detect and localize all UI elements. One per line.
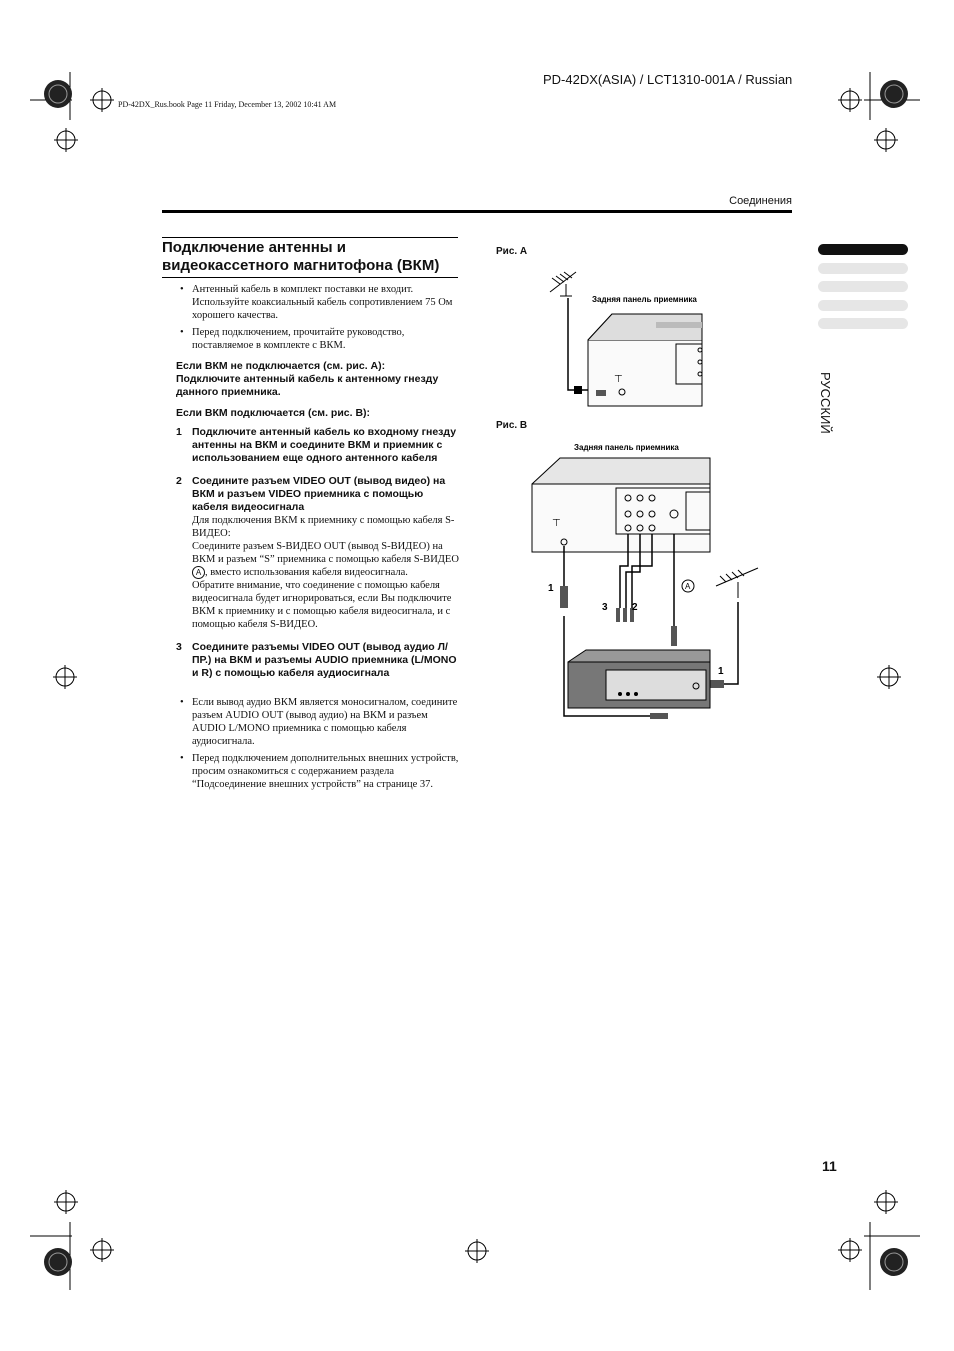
callout-1b: 1 [718,666,724,677]
registration-mark-top-right [820,72,920,172]
svg-text:⊤: ⊤ [614,374,623,385]
figure-a-diagram [530,262,710,412]
vcr-device [568,650,710,708]
tv-rear-panel [532,458,710,552]
title-rule-top [162,237,458,238]
step-3 [176,641,460,680]
document-id: PD-42DX(ASIA) / LCT1310-001A / Russian [543,72,793,87]
page-number: 11 [822,1158,837,1174]
registration-mark-mid-right [874,662,904,692]
page-title [162,239,462,275]
antenna-icon [716,568,758,598]
title-rule-bottom [162,277,458,278]
step-heading: Подключите антенный кабель ко входному гнезду антенны на ВКМ и соедините ВКМ и приемник с использованием еще одного антенного кабеля [192,426,457,464]
step-number: 1 [176,426,182,438]
figure-a-label: Рис. A [496,246,528,257]
case-a-heading: Если ВКМ не подключается (см. рис. A): [176,360,386,372]
side-tab [818,263,908,274]
side-tab [818,300,908,311]
case-a [176,360,460,399]
side-tab-active [818,244,908,255]
marker-a: A [192,566,205,579]
figure-b-label: Рис. B [496,420,528,431]
side-tab [818,281,908,292]
closing-bullet: • Перед подключением дополнительных внешних устройств, просим ознакомиться с содержанием раздела “Подсоединение внешних устройств” на странице 37. [176,752,460,791]
header-rule [162,210,792,213]
registration-mark-mid-left [50,662,80,692]
callout-2: 2 [632,602,638,613]
callout-3: 3 [602,602,608,613]
step-body: Для подключения ВКМ к приемнику с помощью кабеля S-ВИДЕО: [192,515,455,539]
step-heading: Соедините разъемы VIDEO OUT (вывод аудио Л/ПР.) на ВКМ и разъемы AUDIO приемника (L/MONO и R) с помощью кабеля аудиосигнала [192,641,457,679]
case-a-text: Подключите антенный кабель к антенному гнезду данного приемника. [176,373,439,398]
registration-mark-bottom-center [462,1236,492,1266]
antenna-icon [550,272,576,296]
intro-bullet: • Перед подключением, прочитайте руководство, поставляемое в комплекте с ВКМ. [176,326,460,352]
figure-b-diagram [520,436,770,736]
callout-a: A [685,582,691,591]
registration-mark-bottom-right [820,1180,920,1290]
tv-rear-panel [588,314,702,406]
step-body-text: , вместо использования кабеля видеосигнала. [205,567,408,578]
callout-1: 1 [548,583,554,594]
step-body-text: Соедините разъем S-ВИДЕО OUT (вывод S-ВИДЕО) на ВКМ и разъем “S” приемника с помощью кабеля S-ВИДЕО [192,541,459,565]
figure-b-caption: Задняя панель приемника [574,443,679,452]
step-number: 3 [176,641,182,653]
figure-a-caption: Задняя панель приемника [592,295,697,304]
page-title-line2: видеокассетного магнитофона (ВКМ) [162,257,440,274]
registration-mark-bottom-left [30,1180,130,1290]
case-b-heading: Если ВКМ подключается (см. рис. B): [176,407,371,419]
registration-mark-top-left [30,72,120,172]
step-body [192,540,460,579]
side-tab [818,318,908,329]
language-label: РУССКИЙ [818,372,833,434]
closing-bullet: • Если вывод аудио ВКМ является моносигналом, соедините разъем AUDIO OUT (вывод аудио) на ВКМ и разъем AUDIO L/MONO приемника с помощью кабеля аудиосигнала. [176,696,460,748]
step-number: 2 [176,475,182,487]
step-1 [176,426,460,465]
section-label: Соединения [729,195,792,207]
step-body: Обратите внимание, что соединение с помощью кабеля видеосигнала будет игнорироваться, если Вы подключите ВКМ к приемнику и с помощью кабеля видеосигнала, и с помощью кабеля S-ВИДЕО. [192,580,452,630]
book-info: PD-42DX_Rus.book Page 11 Friday, December 13, 2002 10:41 AM [118,100,337,109]
step-heading: Соедините разъем VIDEO OUT (вывод видео) на ВКМ и разъем VIDEO приемника с помощью кабеля видеосигнала [192,475,446,513]
svg-text:⊤: ⊤ [552,518,561,529]
main-text [176,283,460,795]
step-2 [176,475,460,631]
intro-bullet: • Антенный кабель в комплект поставки не входит. Используйте коаксиальный кабель сопротивлением 75 Ом хорошего качества. [176,283,460,322]
page-title-line1: Подключение антенны и [162,239,346,256]
